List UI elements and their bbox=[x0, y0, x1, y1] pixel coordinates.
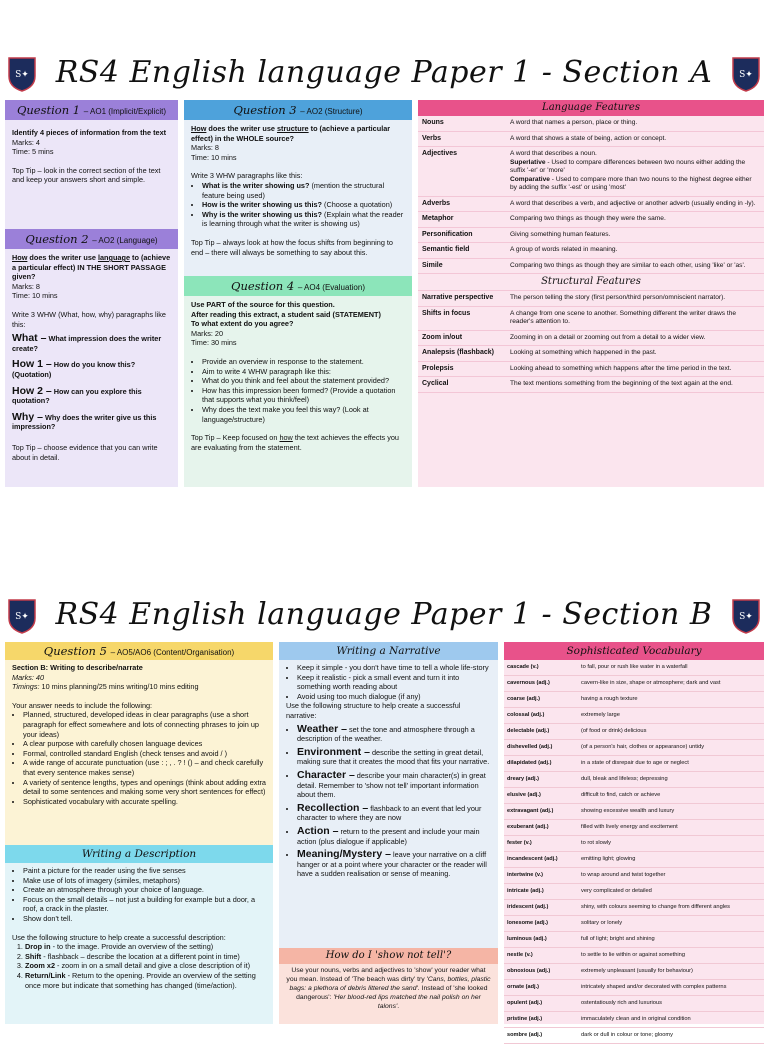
narrative-structure bbox=[286, 722, 491, 879]
table-row: coarse (adj.) having a rough texture bbox=[504, 692, 764, 708]
list-item: • Recollection – flashback to an event that led your character to where they are now bbox=[297, 804, 491, 823]
question-3-panel bbox=[184, 100, 412, 276]
list-item: • Focus on the small details – not just a building for example but a door, a roof, a crack in the plaster. bbox=[23, 895, 266, 914]
question-2-panel bbox=[5, 229, 178, 487]
list-item: • Sophisticated vocabulary with accurate spelling. bbox=[23, 797, 266, 807]
description-intro: Use the following structure to help create a successful description: bbox=[12, 932, 226, 942]
question-4-line: To what extent do you agree? bbox=[191, 319, 294, 329]
question-1-marks: Marks: 4 bbox=[12, 137, 40, 147]
list-item: • A variety of sentence lengths, types and openings (think about adding extra detail to some sentences and making some very short sentences for effect) bbox=[23, 778, 266, 797]
structural-features-table bbox=[418, 291, 764, 393]
table-row: incandescent (adj.) emitting light; glowing bbox=[504, 852, 764, 868]
table-row: Cyclical The text mentions something from the beginning of the text again at the end. bbox=[418, 377, 764, 393]
question-2-code: – AO2 (Language) bbox=[92, 236, 158, 245]
question-5-header bbox=[5, 642, 273, 660]
list-item: • Why is the writer showing us this? (Explain what the reader is learning through what the writer is showing us) bbox=[202, 210, 405, 229]
question-4-line: Use PART of the source for this question. bbox=[191, 300, 335, 309]
table-row: Nouns A word that names a person, place or thing. bbox=[418, 116, 764, 131]
list-item: • Environment – describe the setting in great detail, making sure that it creates the mood that fits your narrative. bbox=[297, 748, 491, 767]
table-row: lonesome (adj.) solitary or lonely bbox=[504, 916, 764, 932]
narrative-panel bbox=[279, 642, 498, 948]
table-row: Adjectives A word that describes a noun. Superlative - Used to compare differences between two nouns either adding the suffix '-er' or 'more' Comparative - Used to compare more than two nouns to the highest degree either by adding the suffix '-est' or using 'most' bbox=[418, 147, 764, 197]
table-row: Prolepsis Looking ahead to something which happens after the time period in the text. bbox=[418, 361, 764, 377]
question-5-list bbox=[12, 710, 266, 806]
question-5-title: Question 5 bbox=[43, 644, 107, 658]
language-features-panel bbox=[418, 100, 764, 487]
list-item: • Formal, controlled standard English (check tenses and avoid / ) bbox=[23, 749, 266, 759]
question-2-time: Time: 10 mins bbox=[12, 291, 58, 301]
list-item: • Planned, structured, developed ideas in clear paragraphs (use a short paragraph for effect somewhere and lots of connecting phrases to join up your ideas) bbox=[23, 710, 266, 739]
question-3-title: Question 3 bbox=[233, 103, 297, 117]
table-row: dreary (adj.) dull, bleak and lifeless; depressing bbox=[504, 772, 764, 788]
list-item: • How has this impression been formed? (Provide a quotation that supports what you think/feel) bbox=[202, 386, 405, 405]
narrative-header: Writing a Narrative bbox=[279, 642, 498, 660]
table-row: cavernous (adj.) cavern-like in size, shape or atmosphere; dark and vast bbox=[504, 676, 764, 692]
question-1-time: Time: 5 mins bbox=[12, 147, 54, 157]
question-2-marks: Marks: 8 bbox=[12, 281, 40, 291]
description-steps bbox=[12, 942, 266, 990]
list-item: • What is the writer showing us? (mention the structural feature being used) bbox=[202, 181, 405, 200]
description-header: Writing a Description bbox=[5, 845, 273, 863]
table-row: sombre (adj.) dark or dull in colour or tone; gloomy bbox=[504, 1028, 764, 1044]
table-row: delectable (adj.) (of food or drink) delicious bbox=[504, 724, 764, 740]
narrative-intro: Use the following structure to help create a successful narrative: bbox=[286, 701, 461, 720]
question-5-timings: Timings: 10 mins planning/25 mins writing/10 mins editing bbox=[12, 682, 199, 692]
table-row: Metaphor Comparing two things as though they were the same. bbox=[418, 212, 764, 228]
page-title: RS4 English language Paper 1 - Section B bbox=[55, 597, 713, 632]
svg-text:S✦: S✦ bbox=[15, 612, 29, 622]
list-item: • Action – return to the present and include your main action (plus dialogue if applicable) bbox=[297, 827, 491, 846]
table-row: intricate (adj.) very complicated or detailed bbox=[504, 884, 764, 900]
table-row: luminous (adj.) full of light; bright and shining bbox=[504, 932, 764, 948]
question-4-code: – AO4 (Evaluation) bbox=[297, 283, 365, 292]
question-2-task: How does the writer use language to (achieve a particular effect) IN THE SHORT PASSAGE given? bbox=[12, 253, 171, 282]
list-item: • What do you think and feel about the statement provided? bbox=[202, 376, 405, 386]
table-row: Analepsis (flashback) Looking at something which happened in the past. bbox=[418, 346, 764, 362]
show-not-tell-panel bbox=[279, 948, 498, 1024]
table-row: exuberant (adj.) filled with lively energy and excitement bbox=[504, 820, 764, 836]
description-list bbox=[12, 866, 266, 924]
list-item: • Why does the text make you feel this way? (Look at language/structure) bbox=[202, 405, 405, 424]
table-row: Shifts in focus A change from one scene to another. Something different the writer draws the reader's attention to. bbox=[418, 306, 764, 330]
question-4-header bbox=[184, 276, 412, 296]
question-3-tip: Top Tip – always look at how the focus shifts from beginning to end – there will always be something to say about this. bbox=[191, 237, 393, 257]
question-2-tip: Top Tip – choose evidence that you can write about in detail. bbox=[12, 442, 158, 462]
list-item: 2. Shift - flashback – describe the location at a different point in time) bbox=[25, 952, 266, 962]
question-1-header bbox=[5, 100, 178, 120]
question-3-marks: Marks: 8 bbox=[191, 143, 219, 153]
list-item: • Avoid using too much dialogue (if any) bbox=[297, 692, 491, 702]
table-row: intertwine (v.) to wrap around and twist together bbox=[504, 868, 764, 884]
list-item: • A clear purpose with carefully chosen language devices bbox=[23, 739, 266, 749]
table-row: Personification Giving something human features. bbox=[418, 227, 764, 243]
question-1-title: Question 1 bbox=[16, 103, 81, 117]
question-4-list bbox=[191, 357, 405, 424]
table-row: Verbs A word that shows a state of being, action or concept. bbox=[418, 131, 764, 147]
list-item: • Aim to write 4 WHW paragraph like this: bbox=[202, 367, 405, 377]
question-4-time: Time: 30 mins bbox=[191, 338, 237, 348]
question-4-marks: Marks: 20 bbox=[191, 328, 224, 338]
question-1-tip: Top Tip – look in the correct section of the text and keep your answers short and simple. bbox=[12, 165, 161, 185]
whw-item: How 1 – How do you know this? (Quotation) bbox=[12, 358, 136, 379]
list-item: • Make use of lots of imagery (similes, metaphors) bbox=[23, 876, 266, 886]
table-row: Adverbs A word that describes a verb, and adjective or another adverb (usually ending in -ly). bbox=[418, 196, 764, 212]
whw-item: Why – Why does the writer give us this impression? bbox=[12, 410, 157, 432]
question-3-intro: Write 3 WHW paragraphs like this: bbox=[191, 171, 303, 181]
table-row: Semantic field A group of words related in meaning. bbox=[418, 243, 764, 259]
table-row: dilapidated (adj.) in a state of disrepair due to age or neglect bbox=[504, 756, 764, 772]
question-4-line: After reading this extract, a student said (STATEMENT) bbox=[191, 309, 381, 319]
question-1-panel bbox=[5, 100, 178, 230]
question-5-heading: Section B: Writing to describe/narrate bbox=[12, 663, 143, 672]
language-features-header: Language Features bbox=[418, 100, 764, 116]
list-item: • Meaning/Mystery – leave your narrative on a cliff hanger or at a point where your character or the reader will have a sudden realisation or sense of meaning. bbox=[297, 850, 491, 879]
table-row: obnoxious (adj.) extremely unpleasant (usually for behaviour) bbox=[504, 964, 764, 980]
list-item: • How is the writer showing us this? (Choose a quotation) bbox=[202, 200, 405, 210]
list-item: • Weather – set the tone and atmosphere through a description of the weather. bbox=[297, 725, 491, 744]
table-row: Zoom in/out Zooming in on a detail or zooming out from a detail to a wider view. bbox=[418, 330, 764, 346]
question-4-panel bbox=[184, 276, 412, 487]
vocabulary-panel bbox=[504, 642, 764, 1038]
whw-item: How 2 – How can you explore this quotation? bbox=[12, 384, 142, 406]
svg-text:S✦: S✦ bbox=[739, 612, 753, 622]
vocabulary-table bbox=[504, 660, 764, 1044]
table-row: iridescent (adj.) shiny, with colours seeming to change from different angles bbox=[504, 900, 764, 916]
table-row: dishevelled (adj.) (of a person's hair, clothes or appearance) untidy bbox=[504, 740, 764, 756]
table-row: opulent (adj.) ostentatiously rich and luxurious bbox=[504, 996, 764, 1012]
question-4-title: Question 4 bbox=[231, 279, 295, 293]
show-not-tell-text: Use your nouns, verbs and adjectives to 'show' your reader what you mean. Instead of 'The beach was dirty' try 'Cans, bottles, plastic bags: a plethora of debris littered the sand'. Instead of 'she looked dangerous': 'Her blood-red lips matched the nail polish on her talons'. bbox=[286, 967, 491, 1010]
list-item: • Keep it realistic - pick a small event and turn it into something worth reading about bbox=[297, 673, 491, 692]
structural-features-header: Structural Features bbox=[418, 274, 764, 291]
table-row: Narrative perspective The person telling the story (first person/third person/omniscient narrator). bbox=[418, 291, 764, 306]
vocabulary-header: Sophisticated Vocabulary bbox=[504, 642, 764, 660]
question-3-time: Time: 10 mins bbox=[191, 152, 237, 162]
whw-item: What – What impression does the writer create? bbox=[12, 332, 162, 353]
table-row: cascade (v.) to fall, pour or rush like water in a waterfall bbox=[504, 660, 764, 676]
table-row: extravagant (adj.) showing excessive wealth and luxury bbox=[504, 804, 764, 820]
list-item: • Show don't tell. bbox=[23, 914, 266, 924]
list-item: • Create an atmosphere through your choice of language. bbox=[23, 885, 266, 895]
table-row: elusive (adj.) difficult to find, catch or achieve bbox=[504, 788, 764, 804]
question-4-tip: Top Tip – Keep focused on how the text achieves the effects you are evaluating from the statement. bbox=[191, 433, 399, 452]
question-3-code: – AO2 (Structure) bbox=[300, 107, 363, 116]
question-2-header bbox=[5, 229, 178, 249]
table-row: fester (v.) to rot slowly bbox=[504, 836, 764, 852]
list-item: • Provide an overview in response to the statement. bbox=[202, 357, 405, 367]
table-row: colossal (adj.) extremely large bbox=[504, 708, 764, 724]
narrative-list bbox=[286, 663, 491, 701]
question-5-panel bbox=[5, 642, 273, 845]
question-3-task: How does the writer use structure to (achieve a particular effect) in the WHOLE source? bbox=[191, 124, 391, 143]
table-row: ornate (adj.) intricately shaped and/or decorated with complex patterns bbox=[504, 980, 764, 996]
show-not-tell-header: How do I 'show not tell'? bbox=[279, 948, 498, 964]
question-3-header bbox=[184, 100, 412, 120]
list-item: • Keep it simple - you don't have time to tell a whole life-story bbox=[297, 663, 491, 673]
svg-text:S✦: S✦ bbox=[15, 70, 29, 80]
language-features-table bbox=[418, 116, 764, 274]
question-2-intro: Write 3 WHW (What, how, why) paragraphs like this: bbox=[12, 309, 166, 329]
list-item: 1. Drop in - to the image. Provide an overview of the setting) bbox=[25, 942, 266, 952]
question-5-code: – AO5/AO6 (Content/Organisation) bbox=[110, 648, 235, 657]
question-5-intro: Your answer needs to include the following: bbox=[12, 700, 153, 710]
table-row: nestle (v.) to settle to lie within or against something bbox=[504, 948, 764, 964]
page-title: RS4 English language Paper 1 - Section A bbox=[55, 55, 713, 90]
question-2-title: Question 2 bbox=[25, 232, 89, 246]
svg-text:S✦: S✦ bbox=[739, 70, 753, 80]
table-row: pristine (adj.) immaculately clean and in original condition bbox=[504, 1012, 764, 1028]
list-item: • Character – describe your main character(s) in great detail. Remember to 'show not tell' important information about them. bbox=[297, 771, 491, 800]
list-item: 4. Return/Link - Return to the opening. Provide an overview of the setting once more but indicate that something has changed (time/action). bbox=[25, 971, 266, 990]
list-item: • A wide range of accurate punctuation (use : ; , . ? ! () – and check carefully that every sentence makes sense) bbox=[23, 758, 266, 777]
question-1-code: – AO1 (Implicit/Explicit) bbox=[83, 107, 167, 116]
list-item: • Paint a picture for the reader using the five senses bbox=[23, 866, 266, 876]
question-5-marks: Marks: 40 bbox=[12, 672, 45, 682]
question-3-list bbox=[191, 181, 405, 229]
description-panel bbox=[5, 845, 273, 1024]
table-row: Simile Comparing two things as though they are similar to each other, using 'like' or 'as'. bbox=[418, 258, 764, 274]
list-item: 3. Zoom x2 - zoom in on a small detail and give a close description of it) bbox=[25, 961, 266, 971]
question-1-task: Identify 4 pieces of information from the text bbox=[12, 128, 167, 137]
